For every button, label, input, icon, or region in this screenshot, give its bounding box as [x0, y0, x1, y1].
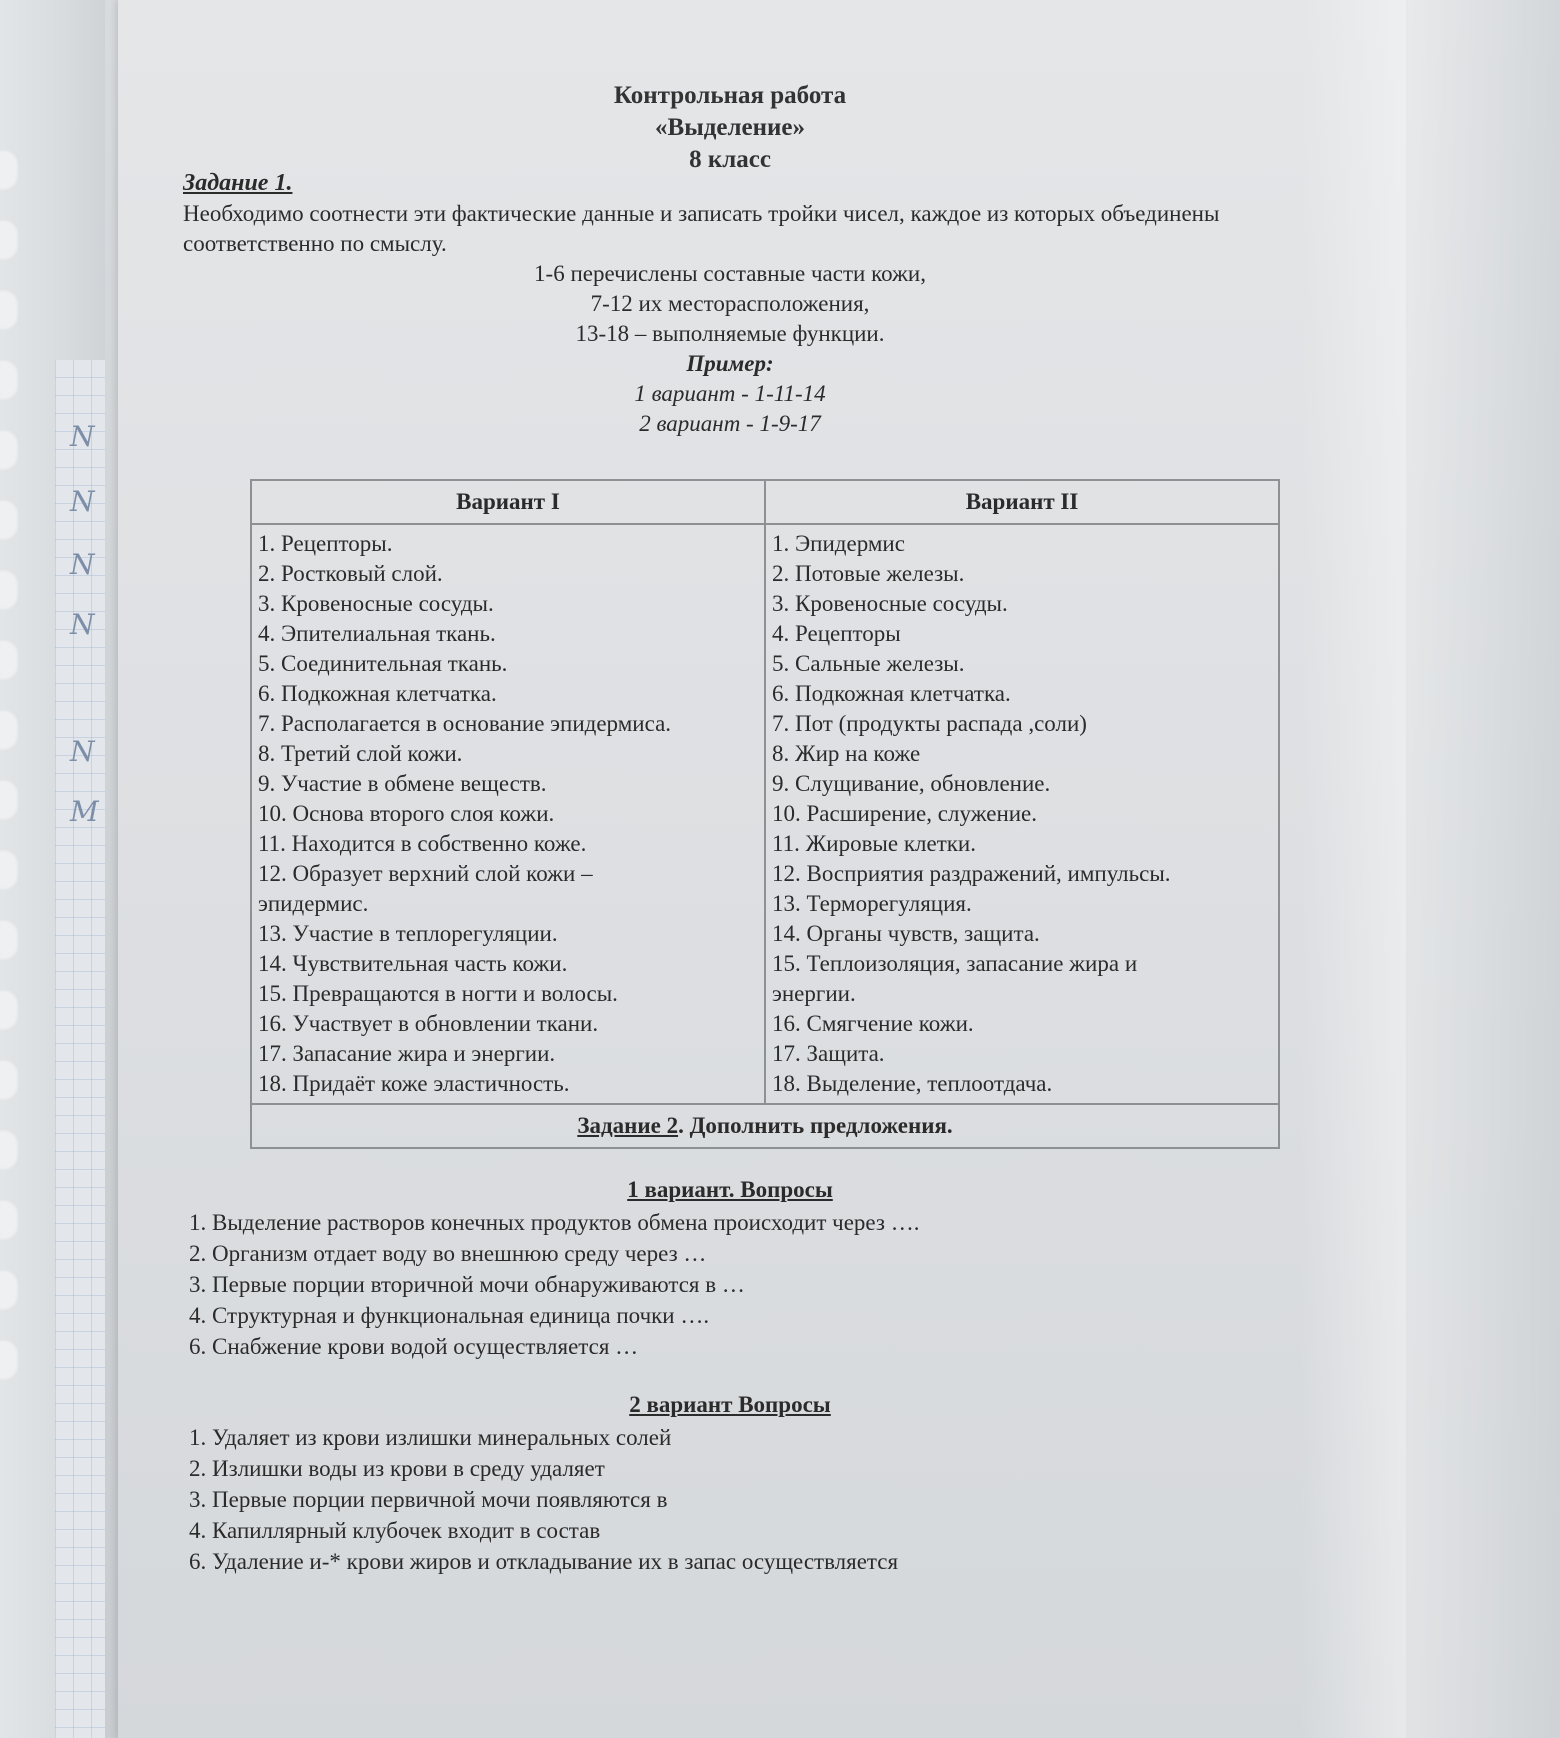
- variant1-column: [251, 524, 765, 1104]
- list-item: 6. Подкожная клетчатка.: [258, 681, 497, 706]
- list-item: 2. Ростковый слой.: [258, 561, 443, 586]
- pen-mark: N: [70, 735, 95, 768]
- pen-mark: M: [70, 795, 99, 828]
- question-item: 4. Структурная и функциональная единица почки ….: [189, 1303, 710, 1328]
- variant1-questions: [189, 1207, 1295, 1362]
- question-item: 3. Первые порции первичной мочи появляются в: [189, 1487, 668, 1512]
- range-line: 7-12 их месторасположения,: [590, 291, 870, 316]
- list-item: 12. Образует верхний слой кожи –: [258, 861, 593, 886]
- list-item: 8. Жир на коже: [772, 741, 921, 766]
- binder-hole: [0, 850, 20, 890]
- list-item: 16. Участвует в обновлении ткани.: [258, 1011, 599, 1036]
- binder-hole: [0, 430, 20, 470]
- variant2-column: [765, 524, 1279, 1104]
- table-footer-row: [251, 1104, 1279, 1148]
- list-item: 15. Теплоизоляция, запасание жира и: [772, 951, 1138, 976]
- question-item: 4. Капиллярный клубочек входит в состав: [189, 1518, 601, 1543]
- question-item: 3. Первые порции вторичной мочи обнаруживаются в …: [189, 1272, 745, 1297]
- list-item: 5. Соединительная ткань.: [258, 651, 508, 676]
- task1-heading: Задание 1.: [183, 170, 293, 196]
- list-item: 9. Участие в обмене веществ.: [258, 771, 547, 796]
- list-item: 13. Участие в теплорегуляции.: [258, 921, 558, 946]
- question-item: 2. Излишки воды из крови в среду удаляет: [189, 1456, 605, 1481]
- task2-heading: [251, 1104, 1279, 1148]
- list-item: 10. Основа второго слоя кожи.: [258, 801, 555, 826]
- list-item: 8. Третий слой кожи.: [258, 741, 463, 766]
- list-item: 14. Чувствительная часть кожи.: [258, 951, 568, 976]
- table-header-row: [251, 480, 1279, 524]
- list-item: 11. Жировые клетки.: [772, 831, 976, 856]
- list-item: 10. Расширение, служение.: [772, 801, 1038, 826]
- title-line: «Выделение»: [655, 114, 805, 141]
- list-item: 18. Выделение, теплоотдача.: [772, 1071, 1053, 1096]
- column-header: Вариант I: [251, 480, 765, 524]
- variant1-heading: 1 вариант. Вопросы: [627, 1177, 833, 1202]
- binder-hole: [0, 1060, 20, 1100]
- document-title: [165, 80, 1295, 176]
- binder-hole: [0, 640, 20, 680]
- list-item: 12. Восприятия раздражений, импульсы.: [772, 861, 1171, 886]
- binder-hole: [0, 780, 20, 820]
- binder-hole: [0, 990, 20, 1030]
- list-item: 3. Кровеносные сосуды.: [772, 591, 1008, 616]
- example-line: 1 вариант - 1-11-14: [634, 381, 826, 406]
- pen-mark: N: [70, 608, 95, 641]
- list-item: 15. Превращаются в ногти и волосы.: [258, 981, 618, 1006]
- list-item: 3. Кровеносные сосуды.: [258, 591, 494, 616]
- question-item: 2. Организм отдает воду во внешнюю среду через …: [189, 1241, 707, 1266]
- pen-mark: N: [70, 485, 95, 518]
- list-item: 18. Придаёт коже эластичность.: [258, 1071, 570, 1096]
- pen-mark: N: [70, 548, 95, 581]
- range-line: 13-18 – выполняемые функции.: [575, 321, 885, 346]
- binder-hole: [0, 920, 20, 960]
- list-item: эпидермис.: [258, 891, 369, 916]
- example-line: 2 вариант - 1-9-17: [639, 411, 821, 436]
- binder-hole: [0, 290, 20, 330]
- variant2-heading: 2 вариант Вопросы: [629, 1392, 831, 1417]
- list-item: 16. Смягчение кожи.: [772, 1011, 974, 1036]
- column-header: Вариант II: [765, 480, 1279, 524]
- list-item: 13. Терморегуляция.: [772, 891, 972, 916]
- list-item: 2. Потовые железы.: [772, 561, 965, 586]
- list-item: 14. Органы чувств, защита.: [772, 921, 1040, 946]
- pen-mark: N: [70, 420, 95, 453]
- variants-table: [250, 479, 1280, 1149]
- title-line: 8 класс: [689, 146, 771, 173]
- question-item: 6. Удаление и-* крови жиров и откладывание их в запас осуществляется: [189, 1549, 899, 1574]
- list-item: 11. Находится в собственно коже.: [258, 831, 587, 856]
- table-body-row: [251, 524, 1279, 1104]
- binder-hole: [0, 220, 20, 260]
- binder-hole: [0, 1200, 20, 1240]
- list-item: 4. Рецепторы: [772, 621, 901, 646]
- list-item: 1. Эпидермис: [772, 531, 905, 556]
- task1-instruction: Необходимо соотнести эти фактические данные и записать тройки чисел, каждое из которых объединены соответственно по смыслу.: [183, 201, 1220, 256]
- list-item: энергии.: [772, 981, 856, 1006]
- title-line: Контрольная работа: [613, 82, 847, 109]
- list-item: 5. Сальные железы.: [772, 651, 965, 676]
- question-item: 1. Выделение растворов конечных продуктов обмена происходит через ….: [189, 1210, 920, 1235]
- binder-hole: [0, 500, 20, 540]
- list-item: 6. Подкожная клетчатка.: [772, 681, 1011, 706]
- binder-hole: [0, 710, 20, 750]
- binder-hole: [0, 1130, 20, 1170]
- question-item: 6. Снабжение крови водой осуществляется …: [189, 1334, 639, 1359]
- list-item: 17. Запасание жира и энергии.: [258, 1041, 556, 1066]
- example-label: Пример:: [686, 351, 774, 376]
- task2-label: Задание 2: [577, 1113, 679, 1138]
- list-item: 7. Пот (продукты распада ,соли): [772, 711, 1087, 736]
- task2-text: . Дополнить предложения.: [678, 1113, 953, 1138]
- document-content: [175, 80, 1295, 1577]
- binder-hole: [0, 150, 20, 190]
- range-line: 1-6 перечислены составные части кожи,: [534, 261, 926, 286]
- list-item: 17. Защита.: [772, 1041, 885, 1066]
- list-item: 9. Слущивание, обновление.: [772, 771, 1051, 796]
- binder-hole: [0, 1270, 20, 1310]
- variant2-questions: [189, 1422, 1295, 1577]
- list-item: 7. Располагается в основание эпидермиса.: [258, 711, 672, 736]
- question-item: 1. Удаляет из крови излишки минеральных солей: [189, 1425, 672, 1450]
- list-item: 4. Эпителиальная ткань.: [258, 621, 496, 646]
- binder-hole: [0, 1340, 20, 1380]
- binder-hole: [0, 360, 20, 400]
- list-item: 1. Рецепторы.: [258, 531, 393, 556]
- plastic-sleeve-fold: [1300, 0, 1560, 1738]
- binder-hole: [0, 570, 20, 610]
